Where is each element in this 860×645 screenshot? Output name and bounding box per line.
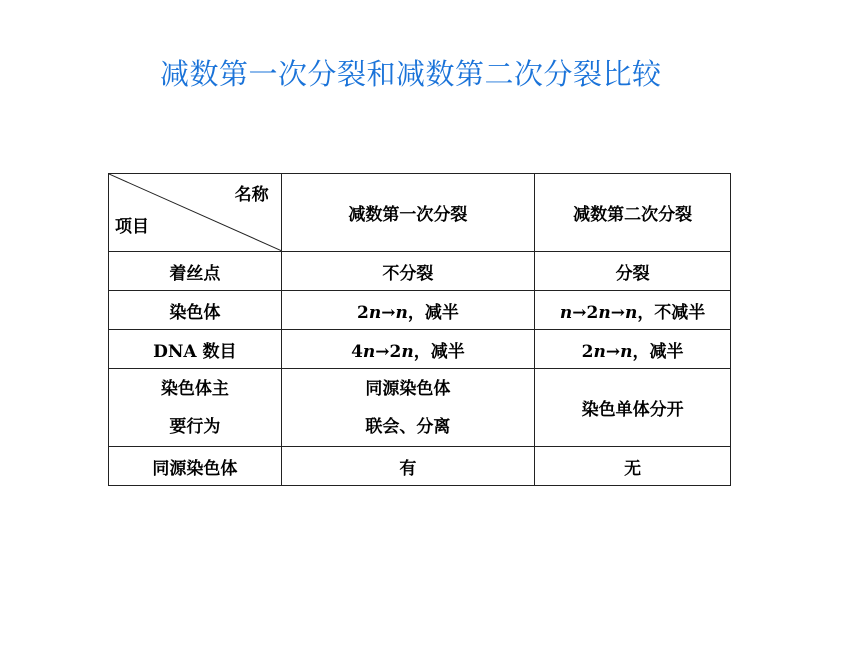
column-header-meiosis-1: 减数第一次分裂	[281, 174, 535, 252]
cell-text: 2	[586, 302, 599, 323]
corner-cell	[109, 174, 282, 252]
cell-text: ，减半	[407, 302, 459, 323]
cell-text: n	[593, 341, 606, 362]
cell-text: n	[624, 302, 638, 323]
cell-meiosis-2: 无	[535, 447, 731, 486]
cell-text: 2	[389, 341, 402, 362]
row-label-line: 要行为	[169, 416, 221, 437]
table-row	[109, 369, 731, 447]
cell-meiosis-2	[535, 291, 731, 330]
cell-text: n	[598, 302, 611, 323]
arrow-icon: →	[381, 302, 396, 323]
table-header-row	[109, 174, 731, 252]
arrow-icon: →	[610, 302, 625, 323]
row-label-line: 染色体主	[160, 378, 229, 399]
arrow-icon: →	[572, 302, 587, 323]
table-row	[109, 291, 731, 330]
table-row	[109, 330, 731, 369]
row-label: DNA 数目	[109, 330, 282, 369]
cell-text: n	[395, 302, 408, 323]
arrow-icon: →	[375, 341, 390, 362]
column-header-meiosis-2: 减数第二次分裂	[535, 174, 731, 252]
table-row	[109, 447, 731, 486]
arrow-icon: →	[605, 341, 621, 362]
cell-text: n	[368, 302, 382, 323]
cell-text: ，减半	[632, 341, 684, 362]
cell-text: n	[559, 302, 573, 323]
corner-bottom-label: 项目	[115, 217, 149, 237]
cell-meiosis-1: 不分裂	[281, 252, 535, 291]
row-label: 着丝点	[109, 252, 282, 291]
cell-text: 2	[581, 341, 594, 362]
corner-top-label: 名称	[234, 185, 269, 205]
row-label: 染色体	[109, 291, 282, 330]
cell-text: 4	[351, 341, 363, 362]
cell-text: n	[362, 341, 376, 362]
row-label	[109, 369, 282, 447]
cell-meiosis-2: 染色单体分开	[535, 369, 731, 447]
cell-line: 联会、分离	[365, 416, 451, 437]
cell-meiosis-1	[281, 330, 535, 369]
cell-meiosis-2: 分裂	[535, 252, 731, 291]
cell-meiosis-1: 有	[281, 447, 535, 486]
table-row	[109, 252, 731, 291]
cell-meiosis-2	[535, 330, 731, 369]
comparison-table	[108, 173, 731, 486]
cell-text: n	[401, 341, 414, 362]
row-label: 同源染色体	[109, 447, 282, 486]
page-title: 减数第一次分裂和减数第二次分裂比较	[160, 57, 662, 91]
cell-text: 2	[357, 302, 369, 323]
cell-line: 同源染色体	[365, 378, 451, 399]
cell-meiosis-1	[281, 291, 535, 330]
cell-text: ，不减半	[637, 302, 706, 323]
cell-text: ，减半	[413, 341, 465, 362]
cell-text: n	[620, 341, 633, 362]
cell-meiosis-1	[281, 369, 535, 447]
